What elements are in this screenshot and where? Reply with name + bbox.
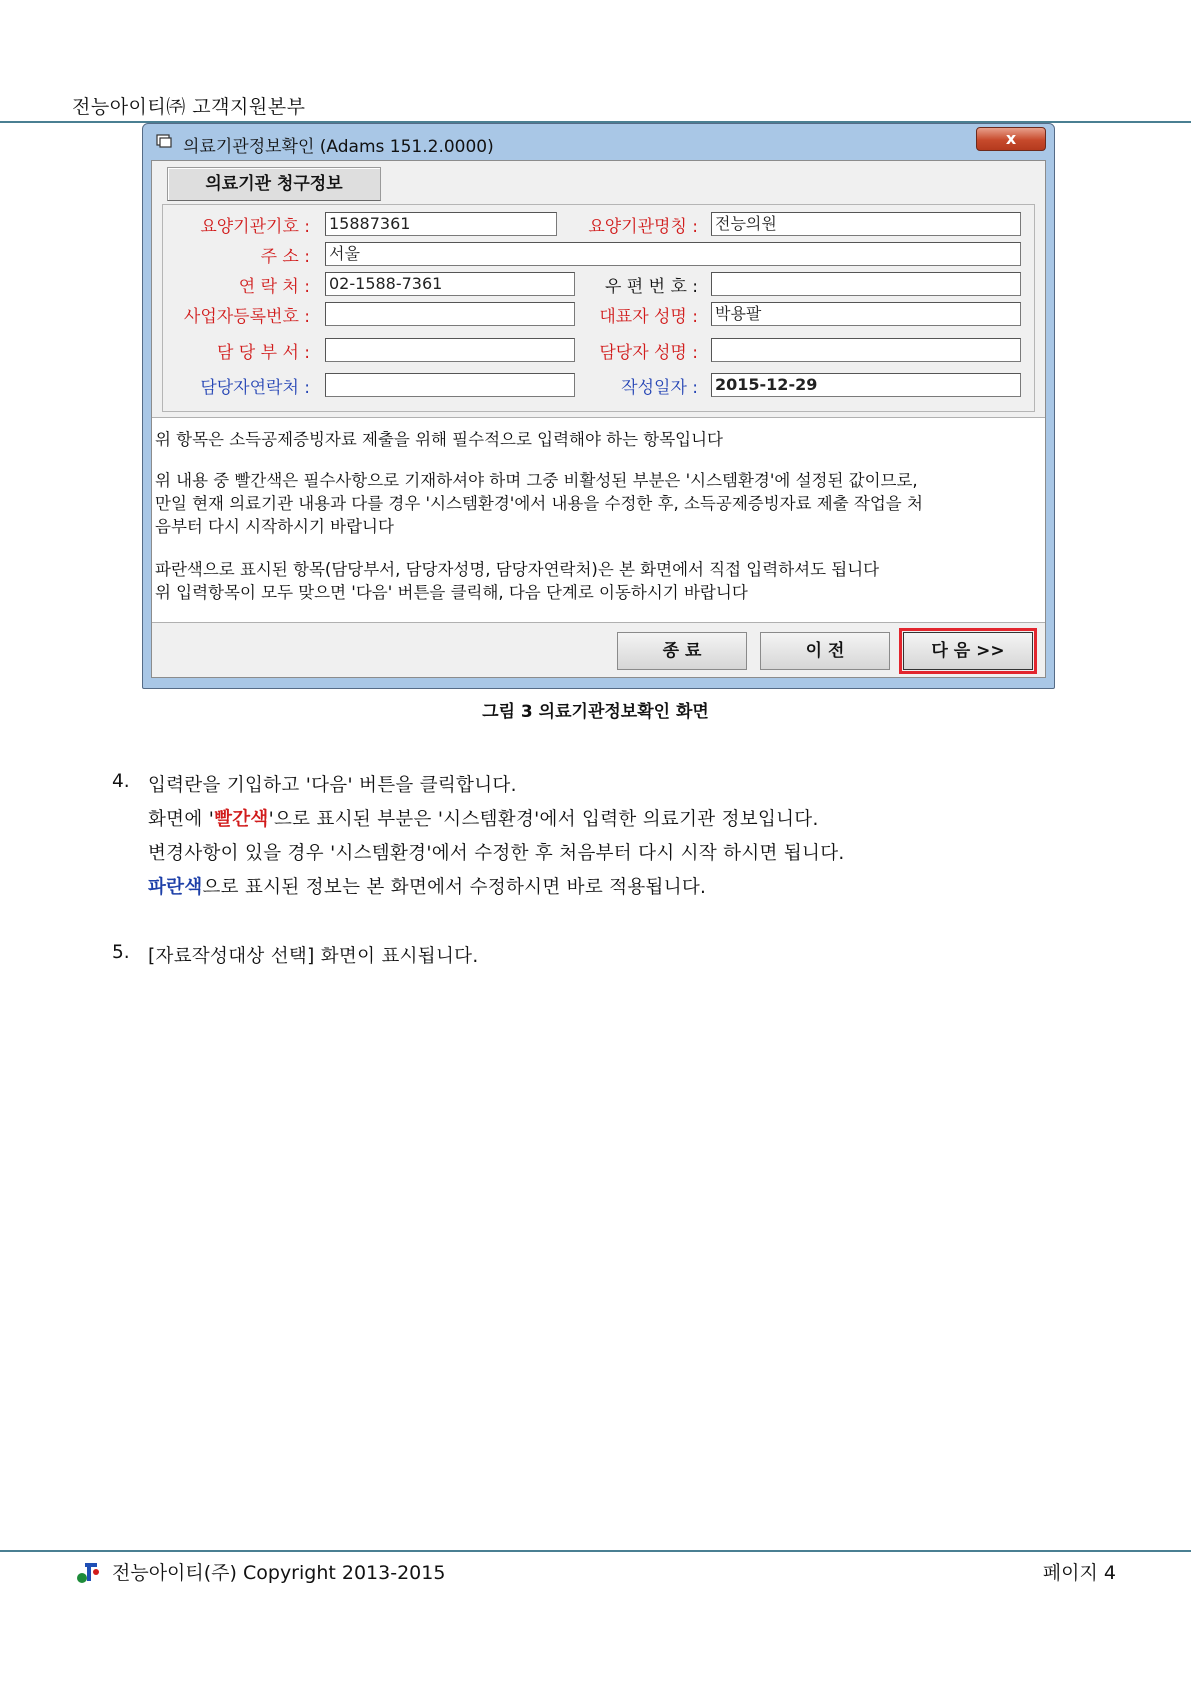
manager-field[interactable] <box>711 338 1021 362</box>
manager-label: 담당자 성명 : <box>599 343 698 363</box>
step4-line3: 변경사항이 있을 경우 '시스템환경'에서 수정한 후 처음부터 다시 시작 하시면 됩니다. <box>148 843 845 864</box>
window-client-area <box>151 160 1046 678</box>
header-title: 전능아이티㈜ 고객지원본부 <box>72 96 306 118</box>
dept-field[interactable] <box>325 338 575 362</box>
window-title: 의료기관정보확인 (Adams 151.2.0000) <box>183 137 494 157</box>
instruction-line: 위 항목은 소득공제증빙자료 제출을 위해 필수적으로 입력해야 하는 항목입니다 <box>155 430 723 449</box>
prev-button[interactable]: 이 전 <box>760 632 890 670</box>
contact-field[interactable]: 02-1588-7361 <box>325 272 575 296</box>
footer-copyright: 전능아이티(주) Copyright 2013-2015 <box>112 1562 446 1584</box>
rep-field[interactable]: 박용팔 <box>711 302 1021 326</box>
window-titlebar[interactable] <box>143 124 1054 160</box>
tab-billing-info[interactable]: 의료기관 청구정보 <box>167 167 381 201</box>
bizno-field[interactable] <box>325 302 575 326</box>
dept-label: 담 당 부 서 : <box>216 343 310 363</box>
step4-line4 <box>148 873 706 899</box>
step4-line2-pre: 화면에 ' <box>148 809 215 830</box>
step4-line2-post: '으로 표시된 부분은 '시스템환경'에서 입력한 의료기관 정보입니다. <box>268 809 819 830</box>
instruction-line: 위 내용 중 빨간색은 필수사항으로 기재하셔야 하며 그중 비활성된 부분은 '시스템환경'에 설정된 값이므로, <box>155 471 918 490</box>
instruction-line: 위 입력항목이 모두 맞으면 '다음' 버튼을 클릭해, 다음 단계로 이동하시기 바랍니다 <box>155 583 748 602</box>
contact-label: 연 락 처 : <box>238 277 310 297</box>
zip-field[interactable] <box>711 272 1021 296</box>
manager-contact-label: 담당자연락처 : <box>200 378 310 398</box>
name-field[interactable]: 전능의원 <box>711 212 1021 236</box>
window-app-icon <box>156 134 172 148</box>
step5-line1: [자료작성대상 선택] 화면이 표시됩니다. <box>148 946 479 967</box>
step4-line1: 입력란을 기입하고 '다음' 버튼을 클릭합니다. <box>148 775 517 796</box>
address-label: 주 소 : <box>260 247 310 267</box>
institution-info-window <box>142 123 1055 689</box>
zip-label: 우 편 번 호 : <box>604 277 698 297</box>
next-button[interactable]: 다 음 >> <box>903 632 1033 670</box>
instruction-line: 음부터 다시 시작하시기 바랍니다 <box>155 517 394 536</box>
red-keyword: 빨간색 <box>214 809 269 830</box>
address-field[interactable]: 서울 <box>325 242 1021 266</box>
exit-button[interactable]: 종 료 <box>617 632 747 670</box>
figure-caption: 그림 3 의료기관정보확인 화면 <box>482 702 709 722</box>
close-button[interactable]: x <box>976 127 1046 151</box>
step4-line2 <box>148 805 819 831</box>
bizno-label: 사업자등록번호 : <box>183 307 310 327</box>
manager-contact-field[interactable] <box>325 373 575 397</box>
blue-keyword: 파란색 <box>148 877 203 898</box>
instructions-panel <box>152 417 1045 623</box>
company-logo-icon <box>75 1559 101 1585</box>
billing-info-group <box>162 204 1035 412</box>
date-label: 작성일자 : <box>621 378 698 398</box>
step-number: 5. <box>112 942 130 963</box>
instruction-line: 파란색으로 표시된 항목(담당부서, 담당자성명, 담당자연락처)은 본 화면에서 직접 입력하셔도 됩니다 <box>155 560 880 579</box>
step4-line4-post: 으로 표시된 정보는 본 화면에서 수정하시면 바로 적용됩니다. <box>202 877 707 898</box>
code-label: 요양기관기호 : <box>200 217 310 237</box>
date-field[interactable]: 2015-12-29 <box>711 373 1021 397</box>
footer-page-number: 페이지 4 <box>1042 1562 1116 1584</box>
step-number: 4. <box>112 771 130 792</box>
rep-label: 대표자 성명 : <box>599 307 698 327</box>
name-label: 요양기관명칭 : <box>588 217 698 237</box>
code-field[interactable]: 15887361 <box>325 212 557 236</box>
footer-divider <box>0 1550 1191 1552</box>
instruction-line: 만일 현재 의료기관 내용과 다를 경우 '시스템환경'에서 내용을 수정한 후, 소득공제증빙자료 제출 작업을 처 <box>155 494 923 513</box>
